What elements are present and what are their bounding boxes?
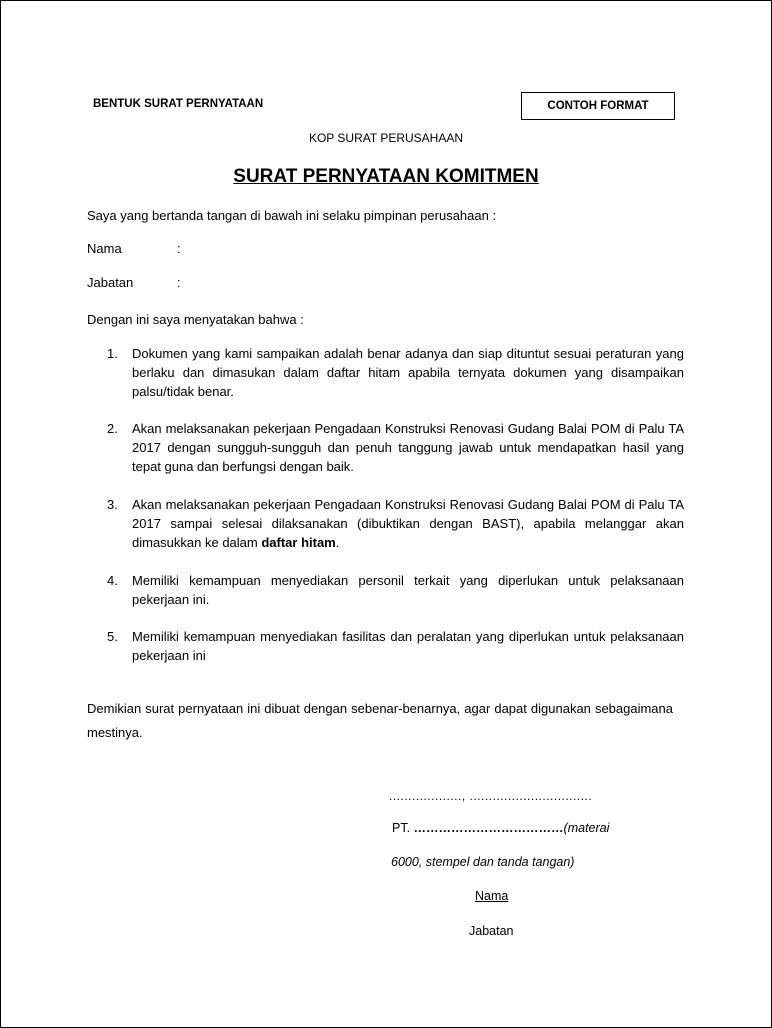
- list-number: 1.: [107, 346, 118, 361]
- signature-date-line: ..................., ................................: [389, 789, 593, 803]
- document-title: SURAT PERNYATAAN KOMITMEN: [233, 166, 539, 187]
- letterhead-placeholder: KOP SURAT PERUSAHAAN: [308, 131, 464, 145]
- list-text: Akan melaksanakan pekerjaan Pengadaan Konstruksi Renovasi Gudang Balai POM di Palu TA 2017 dengan sungguh-sungguh dan penuh tanggung jawab untuk mendapatkan hasil yang tepat guna dan berfungsi dengan baik.: [132, 421, 684, 474]
- field-colon-jabatan: :: [177, 275, 181, 290]
- list-text: [132, 495, 684, 552]
- field-label-jabatan: Jabatan: [87, 275, 134, 290]
- list-number: 3.: [107, 497, 118, 512]
- field-label-nama: Nama: [87, 241, 122, 256]
- list-number: 2.: [107, 421, 118, 436]
- list-text-end: .: [335, 535, 340, 550]
- list-text: Memiliki kemampuan menyediakan fasilitas dan peralatan yang diperlukan untuk pelaksanaan pekerjaan ini: [132, 629, 684, 663]
- format-badge-text: CONTOH FORMAT: [547, 100, 649, 112]
- statement-intro: Dengan ini saya menyatakan bahwa :: [87, 312, 304, 327]
- list-text: Dokumen yang kami sampaikan adalah benar adanya dan siap dituntut sesuai peraturan yang berlaku dan dimasukan dalam daftar hitam apabila ternyata dokumen yang disampaikan palsu/tidak benar.: [132, 346, 684, 399]
- signature-pt-suffix: (materai: [563, 821, 610, 835]
- signature-position: Jabatan: [469, 924, 514, 938]
- list-number: 4.: [107, 573, 118, 588]
- signature-seal-note: 6000, stempel dan tanda tangan): [391, 855, 575, 869]
- signature-pt-dots: ………………………………: [413, 821, 564, 835]
- signature-company-line: [392, 821, 609, 835]
- list-text: Memiliki kemampuan menyediakan personil terkait yang diperlukan untuk pelaksanaan pekerjaan ini.: [132, 573, 684, 607]
- list-text-bold: daftar hitam: [261, 535, 336, 550]
- list-text-main: Akan melaksanakan pekerjaan Pengadaan Konstruksi Renovasi Gudang Balai POM di Palu TA 2017 sampai selesai dilaksanakan (dibuktikan dengan BAST), apabila melanggar akan dimasukkan ke dalam: [132, 497, 684, 550]
- form-type-label: BENTUK SURAT PERNYATAAN: [93, 98, 264, 110]
- intro-text: Saya yang bertanda tangan di bawah ini selaku pimpinan perusahaan :: [87, 208, 497, 223]
- closing-text: Demikian surat pernyataan ini dibuat dengan sebenar-benarnya, agar dapat digunakan sebagaimana mestinya.: [87, 701, 673, 740]
- format-badge: [521, 92, 675, 120]
- signature-pt-prefix: PT.: [392, 821, 414, 835]
- field-colon-nama: :: [177, 241, 181, 256]
- list-number: 5.: [107, 629, 118, 644]
- signature-name: Nama: [475, 889, 509, 903]
